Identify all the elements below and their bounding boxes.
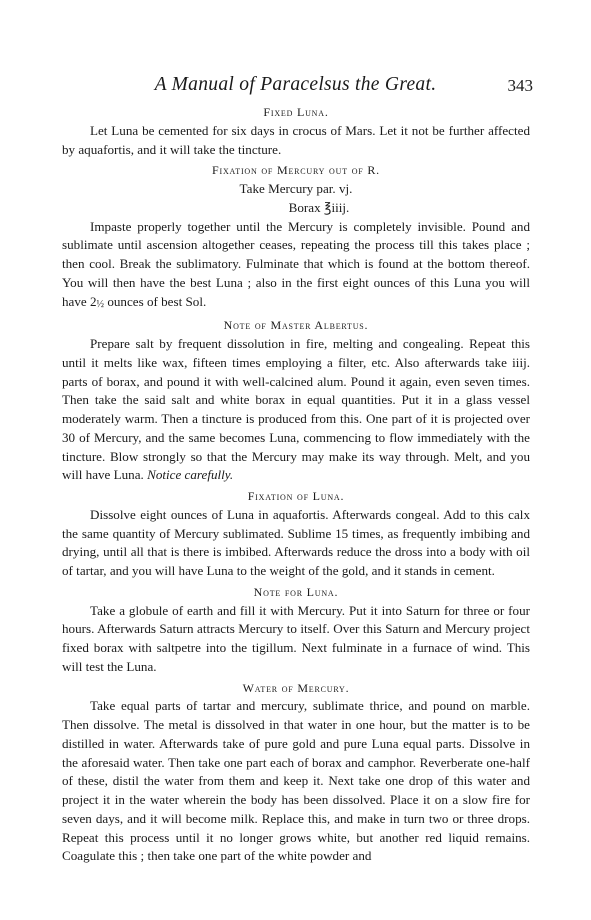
heading-fixation-of-luna: Fixation of Luna. [247,489,345,503]
recipe-line-borax: Borax ℥iiij. [288,199,350,215]
paragraph-water-of-mercury: Take equal parts of tartar and mercury, sublimate thrice, and pound on marble. Then dissolve. The metal is dissolved in that water in one hour, but the matter is to be distilled in water. Afterwards take of pure gold and pure Luna equal parts. Dissolve in the aforesaid water. Then take one part each of borax and camphor. Reverberate one-half of these, distil the water from them and keep it. Next take one drop of this water and project it in the water wherein the body has been dissolved. Place it on a slow fire for seven days, and it will become milk. Replace this, and make in turn two or three drops. Repeat this process until it no longer grows white, but another red liquid remains. Coagulate this ; then take one part of the white powder and [62,698,530,864]
paragraph-fixed-luna: Let Luna be cemented for six days in crocus of Mars. Let it not be further affected by aquafortis, and it will take the tincture. [62,122,530,157]
paragraph-note-for-luna: Take a globule of earth and fill it with Mercury. Put it into Saturn for three or four hours. Afterwards Saturn attracts Mercury to itself. Over this Saturn and Mercury project fixed borax with saltpetre into the tigillum. Next fulminate in a furnace of wind. This will test the Luna. [62,602,530,674]
heading-water-of-mercury: Water of Mercury. [242,680,350,695]
paragraph-text: Prepare salt by frequent dissolution in fire, melting and congealing. Repeat this until it melts like wax, fifteen times employing a filter, etc. Also afterwards take iiij. parts of borax, and pound it with well-calcined alum. Pound it again, even seven times. Then take the said salt and white borax in equal quantities. Put it in a glass vessel moderately warm. Then a tincture is produced from this. One part of it is projected over 30 of Mercury, and the same becomes Luna, commencing to flow immediately with the tincture. Blow strongly so that the Mercury may make its way through. Melt, and you will have Luna. [62,336,530,483]
italic-note: Notice carefully. [147,467,234,483]
paragraph-fixation-of-luna: Dissolve eight ounces of Luna in aquafortis. Afterwards congeal. Add to this calx the same quantity of Mercury sublimated. Sublime 15 times, as frequently imbibing and drying, until all that is there is imbibed. Afterwards reduce the dross into a body with oil of tartar, and you will have Luna to the weight of the gold, and it stands in cement. [62,506,530,578]
paragraph-fixation-of-mercury [62,218,530,315]
page-body [62,103,530,866]
paragraph-note-of-master-albertus [62,335,530,485]
heading-fixation-of-mercury: Fixation of Mercury out of R. [212,163,380,178]
heading-fixed-luna: Fixed Luna. [263,105,329,119]
running-title: A Manual of Paracelsus the Great. [154,74,437,95]
heading-note-for-luna: Note for Luna. [253,584,339,599]
recipe-line-mercury: Take Mercury par. vj. [239,181,353,196]
heading-note-of-master-albertus: Note of Master Albertus. [223,318,369,333]
paragraph-text: Impaste properly together until the Mercury is completely invisible. Pound and sublimate until ascension altogether ceases, repeating the process till this takes place ; then cool. Break the sublimatory. Fulminate that which is found at the bottom thereof. You will then have the best Luna ; also in the first eight ounces of this Luna you will have 2 [62,218,530,309]
fraction-half: ½ [96,298,105,310]
page-number: 343 [507,76,533,95]
paragraph-text-end: ounces of best Sol. [104,293,207,309]
running-head [62,74,533,100]
